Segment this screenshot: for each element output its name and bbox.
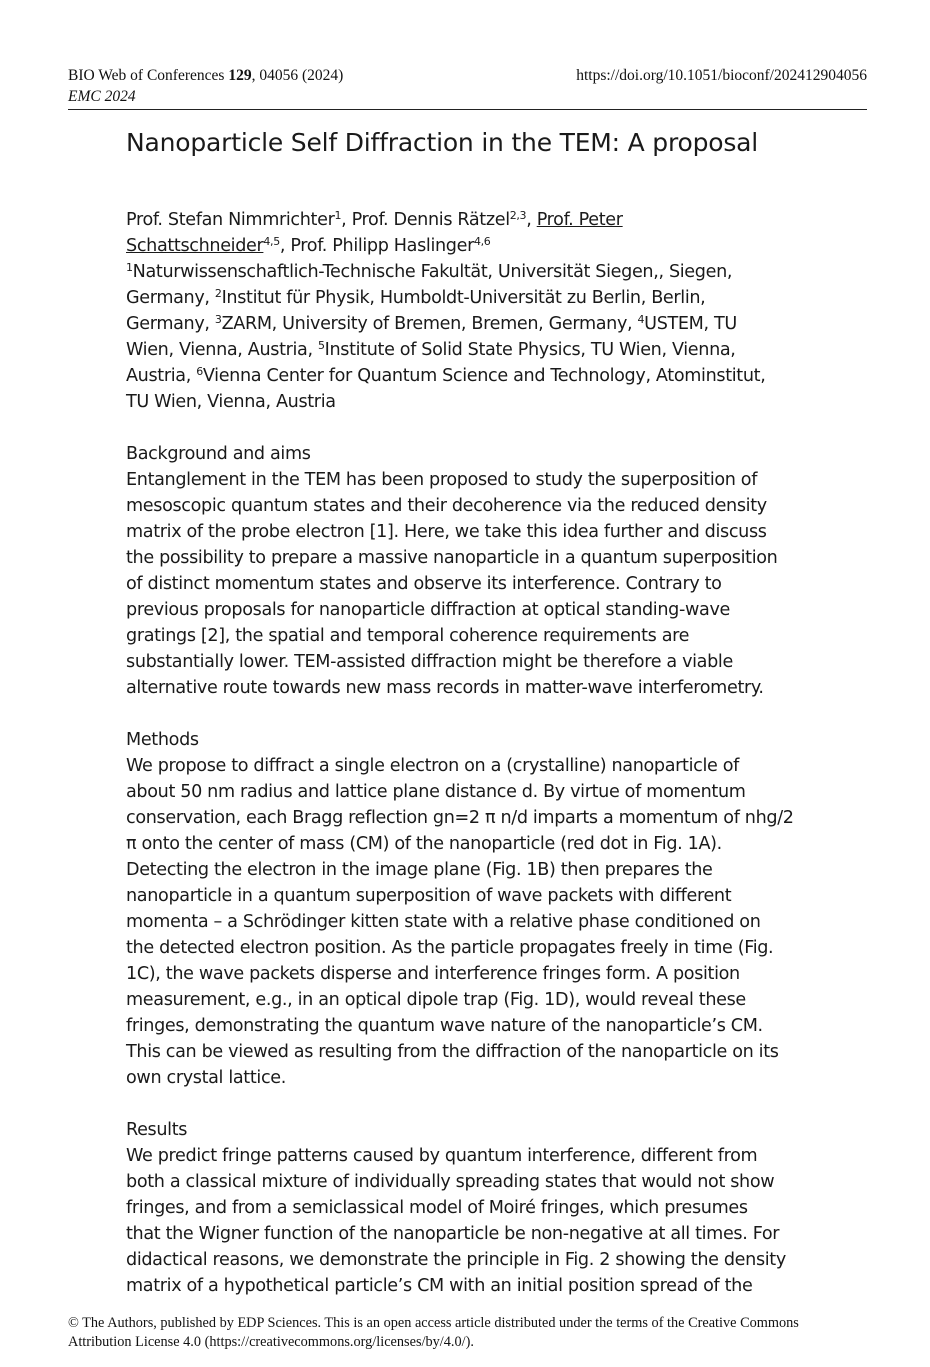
paragraph-line: matrix of the probe electron [1]. Here, we take this idea further and discuss xyxy=(126,522,767,542)
paragraph-line: matrix of a hypothetical particle’s CM with an initial position spread of the xyxy=(126,1276,753,1296)
presenting-author-surname: Schattschneider xyxy=(126,236,264,256)
doi-link[interactable]: https://doi.org/10.1051/bioconf/202412904056 xyxy=(576,67,867,84)
running-header-left xyxy=(68,65,343,107)
section-background xyxy=(126,441,816,701)
paragraph-line: conservation, each Bragg reflection gn=2 π n/d imparts a momentum of nhg/2 xyxy=(126,808,794,828)
paragraph-line: Detecting the electron in the image plane (Fig. 1B) then prepares the xyxy=(126,860,713,880)
paragraph-line: π onto the center of mass (CM) of the nanoparticle (red dot in Fig. 1A). xyxy=(126,834,722,854)
paragraph-line: that the Wigner function of the nanoparticle be non-negative at all times. For xyxy=(126,1224,780,1244)
paragraph-line: fringes, and from a semiclassical model of Moiré fringes, which presumes xyxy=(126,1198,748,1218)
affiliation-line: Austria, $^6$Vienna Center for Quantum Science and Technology, Atominstitut, xyxy=(126,365,766,386)
section-heading: Methods xyxy=(126,730,199,750)
paragraph-line: the possibility to prepare a massive nanoparticle in a quantum superposition xyxy=(126,548,778,568)
paragraph-line: This can be viewed as resulting from the diffraction of the nanoparticle on its xyxy=(126,1042,779,1062)
affiliation-line: $^1$Naturwissenschaftlich-Technische Fakultät, Universität Siegen,, Siegen, xyxy=(126,261,733,282)
section-methods xyxy=(126,727,816,1091)
volume-number: 129 xyxy=(228,67,252,84)
author-block xyxy=(126,207,816,415)
paragraph-line: previous proposals for nanoparticle diffraction at optical standing-wave xyxy=(126,600,730,620)
author-line-2: Schattschneider$^{4,5}$, Prof. Philipp Haslinger$^{4,6}$ xyxy=(126,235,491,256)
paragraph-line: didactical reasons, we demonstrate the principle in Fig. 2 showing the density xyxy=(126,1250,786,1270)
affiliation-line: TU Wien, Vienna, Austria xyxy=(126,392,336,412)
footer-line: Attribution License 4.0 (https://creativecommons.org/licenses/by/4.0/). xyxy=(68,1334,474,1350)
affiliation-line: Germany, $^3$ZARM, University of Bremen, Bremen, Germany, $^4$USTEM, TU xyxy=(126,313,737,334)
paragraph-line: Entanglement in the TEM has been proposed to study the superposition of xyxy=(126,470,758,490)
author-line-1: Prof. Stefan Nimmrichter$^1$, Prof. Dennis Rätzel$^{2,3}$, Prof. Peter xyxy=(126,209,623,230)
paragraph-line: momenta – a Schrödinger kitten state with a relative phase conditioned on xyxy=(126,912,761,932)
paragraph-line: We propose to diffract a single electron on a (crystalline) nanoparticle of xyxy=(126,756,739,776)
paragraph-line: alternative route towards new mass records in matter-wave interferometry. xyxy=(126,678,764,698)
affiliation-line: Germany, $^2$Institut für Physik, Humboldt-Universität zu Berlin, Berlin, xyxy=(126,287,706,308)
paper-title: Nanoparticle Self Diffraction in the TEM: A proposal xyxy=(126,128,759,157)
paragraph-line: about 50 nm radius and lattice plane distance d. By virtue of momentum xyxy=(126,782,746,802)
section-results xyxy=(126,1117,816,1299)
presenting-author: Prof. Peter xyxy=(536,210,623,230)
paragraph-line: both a classical mixture of individually spreading states that would not show xyxy=(126,1172,775,1192)
section-heading: Background and aims xyxy=(126,444,311,464)
journal-citation: BIO Web of Conferences 129, 04056 (2024) xyxy=(68,67,344,84)
section-heading: Results xyxy=(126,1120,188,1140)
footer-line: © The Authors, published by EDP Sciences. This is an open access article distributed under the terms of the Creative Commons xyxy=(68,1315,799,1331)
license-footer xyxy=(68,1314,867,1352)
paragraph-line: 1C), the wave packets disperse and interference fringes form. A position xyxy=(126,964,740,984)
paragraph-line: We predict fringe patterns caused by quantum interference, different from xyxy=(126,1146,758,1166)
paragraph-line: substantially lower. TEM-assisted diffraction might be therefore a viable xyxy=(126,652,733,672)
affiliation-line: Wien, Vienna, Austria, $^5$Institute of Solid State Physics, TU Wien, Vienna, xyxy=(126,339,736,360)
paragraph-line: own crystal lattice. xyxy=(126,1068,286,1088)
paragraph-line: measurement, e.g., in an optical dipole trap (Fig. 1D), would reveal these xyxy=(126,990,746,1010)
paragraph-line: fringes, demonstrating the quantum wave nature of the nanoparticle’s CM. xyxy=(126,1016,763,1036)
paragraph-line: gratings [2], the spatial and temporal coherence requirements are xyxy=(126,626,690,646)
header-divider xyxy=(68,109,867,110)
conference-name: EMC 2024 xyxy=(68,88,136,105)
paragraph-line: mesoscopic quantum states and their decoherence via the reduced density xyxy=(126,496,767,516)
paragraph-line: the detected electron position. As the particle propagates freely in time (Fig. xyxy=(126,938,774,958)
paragraph-line: nanoparticle in a quantum superposition of wave packets with different xyxy=(126,886,732,906)
paragraph-line: of distinct momentum states and observe its interference. Contrary to xyxy=(126,574,722,594)
